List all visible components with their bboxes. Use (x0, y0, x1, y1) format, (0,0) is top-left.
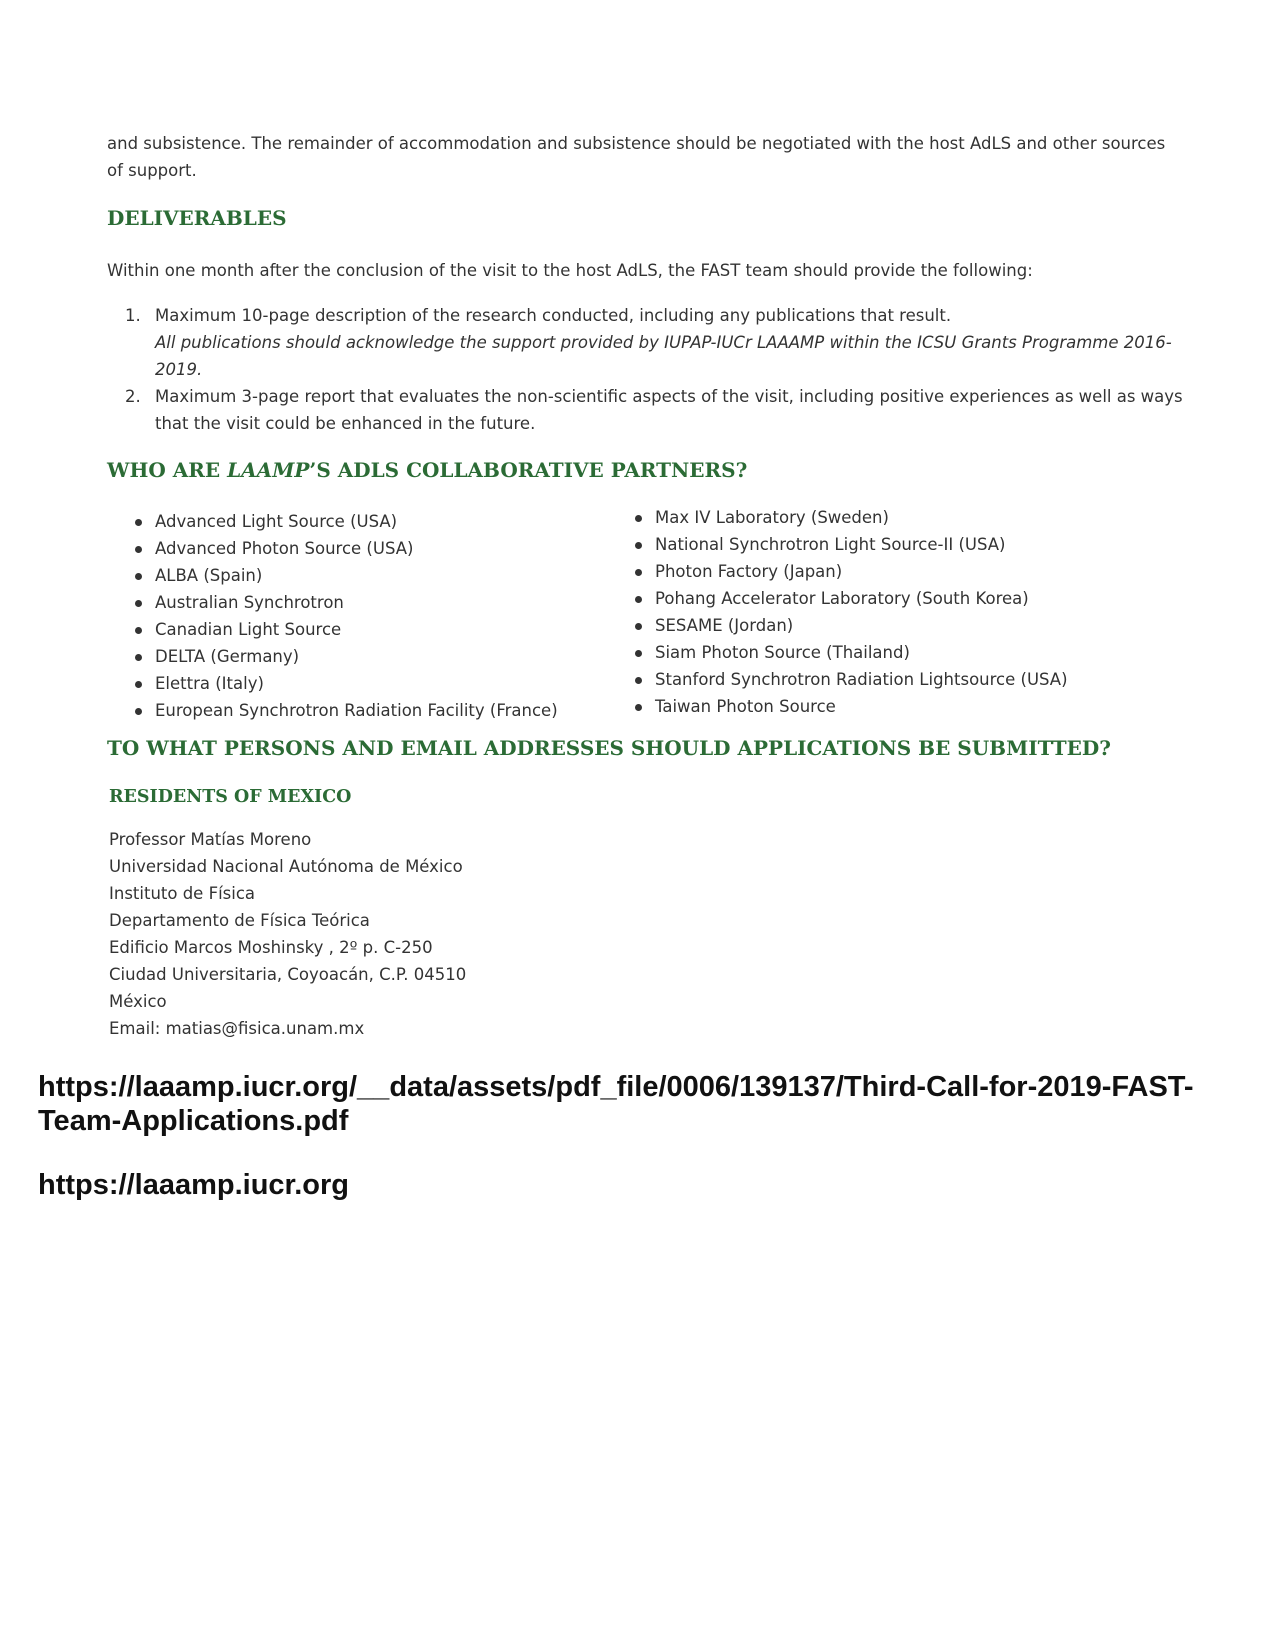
pdf-url[interactable]: https://laaamp.iucr.org/__data/assets/pdf_file/0006/139137/Third-Call-for-2019-FAST-Team-Applications.pdf (38, 1071, 1194, 1137)
contact-email[interactable]: Email: matias@fisica.unam.mx (109, 1019, 365, 1038)
partner-name: Stanford Synchrotron Radiation Lightsource (USA) (655, 670, 1068, 689)
contact-country: México (109, 992, 167, 1011)
partner-name: DELTA (Germany) (155, 647, 300, 666)
contact-department: Departamento de Física Teórica (109, 911, 370, 930)
list-item (107, 697, 627, 724)
partner-name: ALBA (Spain) (155, 566, 263, 585)
partner-name: SESAME (Jordan) (655, 616, 794, 635)
bullet-icon (635, 569, 642, 576)
deliverable-text: Maximum 3-page report that evaluates the non-scientific aspects of the visit, including positive experiences as well as ways that the visit could be enhanced in the future. (155, 387, 1183, 433)
partners-heading-suffix: ’S ADLS COLLABORATIVE PARTNERS? (309, 458, 748, 482)
partners-heading-prefix: WHO ARE (107, 458, 228, 482)
partner-name: Max IV Laboratory (Sweden) (655, 508, 889, 527)
partners-heading-emphasis: LAAMP (227, 458, 310, 482)
residents-heading: RESIDENTS OF MEXICO (109, 787, 352, 807)
partner-name: Photon Factory (Japan) (655, 562, 843, 581)
contact-university: Universidad Nacional Autónoma de México (109, 857, 463, 876)
partners-list-right (607, 504, 1167, 720)
list-item (607, 585, 1167, 612)
partners-list-left (107, 508, 627, 724)
list-item (607, 558, 1167, 585)
list-item (107, 508, 627, 535)
intro-paragraph: and subsistence. The remainder of accommodation and subsistence should be negotiated with the host AdLS and other sources of support. (107, 134, 1166, 180)
deliverable-item-2 (107, 383, 1187, 437)
partner-name: Pohang Accelerator Laboratory (South Korea) (655, 589, 1029, 608)
list-item (607, 612, 1167, 639)
deliverable-number: 1. (125, 306, 141, 325)
bullet-icon (635, 677, 642, 684)
bullet-icon (135, 627, 142, 634)
partner-name: Advanced Photon Source (USA) (155, 539, 414, 558)
partner-name: Taiwan Photon Source (655, 697, 836, 716)
list-item (107, 562, 627, 589)
bullet-icon (135, 654, 142, 661)
bullet-icon (135, 681, 142, 688)
bullet-icon (635, 623, 642, 630)
partner-name: Elettra (Italy) (155, 674, 264, 693)
partner-name: Siam Photon Source (Thailand) (655, 643, 910, 662)
deliverables-heading: DELIVERABLES (107, 206, 287, 230)
bullet-icon (635, 704, 642, 711)
deliverable-number: 2. (125, 387, 141, 406)
site-url[interactable]: https://laaamp.iucr.org (38, 1169, 349, 1201)
contact-address (109, 826, 809, 1042)
partner-name: National Synchrotron Light Source-II (USA) (655, 535, 1006, 554)
deliverables-intro: Within one month after the conclusion of the visit to the host AdLS, the FAST team should provide the following: (107, 261, 1033, 280)
list-item (607, 639, 1167, 666)
partner-name: Canadian Light Source (155, 620, 342, 639)
bullet-icon (635, 542, 642, 549)
list-item (607, 504, 1167, 531)
contact-name: Professor Matías Moreno (109, 830, 312, 849)
contact-city: Ciudad Universitaria, Coyoacán, C.P. 04510 (109, 965, 467, 984)
bullet-icon (135, 600, 142, 607)
bullet-icon (635, 596, 642, 603)
bullet-icon (635, 650, 642, 657)
deliverable-text: Maximum 10-page description of the research conducted, including any publications that result. (155, 306, 952, 325)
acknowledgement-note: All publications should acknowledge the support provided by IUPAP-IUCr LAAAMP within the ICSU Grants Programme 2016-2019. (155, 333, 1172, 379)
list-item (107, 616, 627, 643)
contact-institute: Instituto de Física (109, 884, 256, 903)
bullet-icon (135, 708, 142, 715)
bullet-icon (135, 573, 142, 580)
bullet-icon (135, 546, 142, 553)
partner-name: Advanced Light Source (USA) (155, 512, 398, 531)
list-item (107, 670, 627, 697)
list-item (107, 643, 627, 670)
list-item (607, 693, 1167, 720)
list-item (107, 589, 627, 616)
list-item (607, 531, 1167, 558)
bullet-icon (135, 519, 142, 526)
deliverable-item-1 (107, 302, 1187, 383)
partners-heading (107, 458, 747, 482)
partner-name: Australian Synchrotron (155, 593, 344, 612)
deliverables-list (107, 302, 1187, 437)
contact-building: Edificio Marcos Moshinsky , 2º p. C-250 (109, 938, 433, 957)
list-item (607, 666, 1167, 693)
partner-name: European Synchrotron Radiation Facility (France) (155, 701, 558, 720)
submission-heading: TO WHAT PERSONS AND EMAIL ADDRESSES SHOULD APPLICATIONS BE SUBMITTED? (107, 736, 1111, 760)
bullet-icon (635, 515, 642, 522)
list-item (107, 535, 627, 562)
